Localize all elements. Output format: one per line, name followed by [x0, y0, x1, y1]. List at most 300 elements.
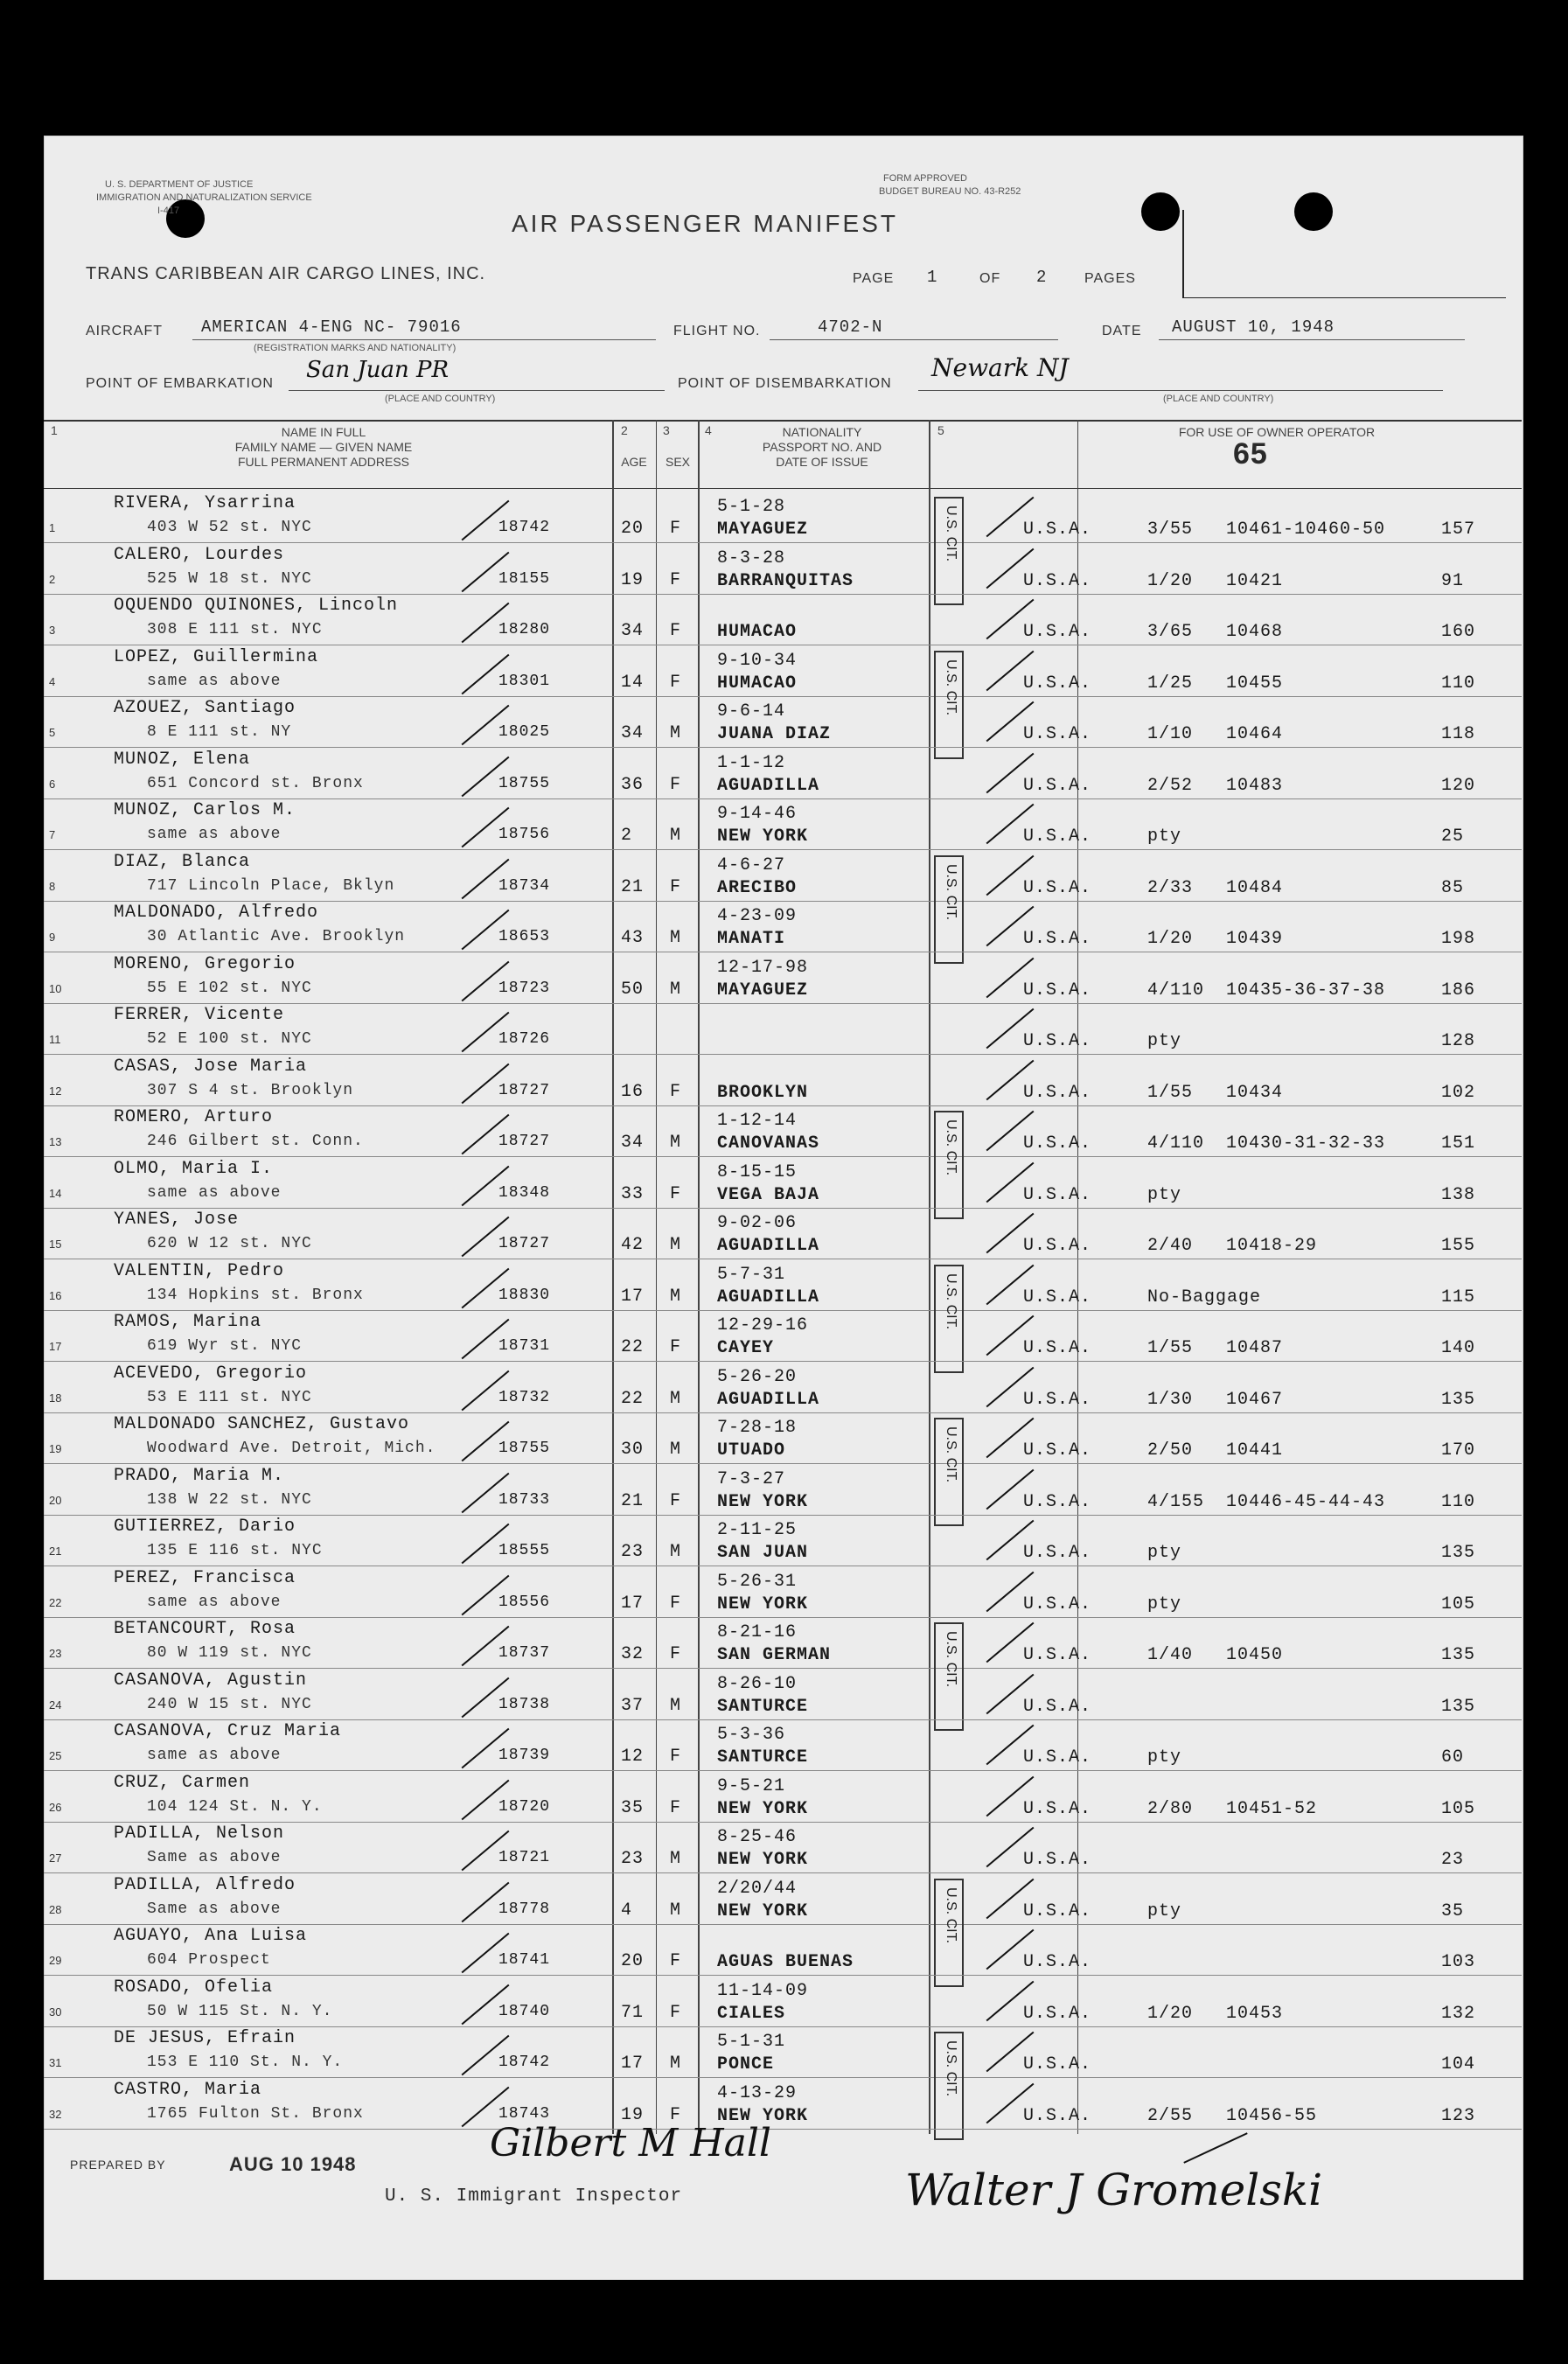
passenger-name: PEREZ, Francisca	[114, 1567, 296, 1588]
weight: 151	[1441, 1133, 1476, 1154]
row-rule	[44, 542, 1522, 543]
passenger-sex: M	[670, 1286, 682, 1307]
birth-place: BROOKLYN	[717, 1082, 809, 1103]
row-rule	[44, 2129, 1522, 2130]
issue-date: 8-26-10	[717, 1673, 798, 1694]
issue-date: 12-29-16	[717, 1315, 809, 1335]
table-row	[44, 750, 1522, 798]
stamp-label: U.S. CIT.	[944, 506, 958, 562]
passenger-name: OLMO, Maria I.	[114, 1158, 274, 1179]
ticket-number: 18723	[498, 979, 551, 997]
passenger-sex: F	[670, 1797, 682, 1818]
row-number: 31	[49, 2056, 62, 2069]
stamp-label: U.S. CIT.	[944, 1426, 958, 1483]
nationality: U.S.A.	[1023, 673, 1092, 694]
baggage: 4/110	[1147, 980, 1205, 1001]
stamp-label: U.S. CIT.	[944, 1273, 958, 1329]
ticket-number: 18727	[498, 1133, 551, 1150]
row-number: 16	[49, 1288, 62, 1302]
nationality: U.S.A.	[1023, 622, 1092, 642]
passenger-address: same as above	[147, 672, 282, 690]
row-rule	[44, 1054, 1522, 1055]
page-title: AIR PASSENGER MANIFEST	[512, 210, 898, 237]
weight: 118	[1441, 724, 1476, 744]
passenger-age: 32	[621, 1644, 645, 1664]
ticket-number: 18280	[498, 621, 551, 638]
birth-place: MANATI	[717, 929, 786, 949]
passenger-address: 717 Lincoln Place, Bklyn	[147, 876, 395, 895]
baggage: 1/30	[1147, 1389, 1194, 1410]
nationality: U.S.A.	[1023, 724, 1092, 744]
baggage-ref: 10487	[1226, 1338, 1284, 1358]
passenger-address: same as above	[147, 1593, 282, 1611]
row-number: 20	[49, 1493, 62, 1507]
of-label: OF	[979, 271, 1001, 286]
weight: 160	[1441, 622, 1476, 642]
table-row	[44, 1466, 1522, 1515]
baggage-ref: 10435-36-37-38	[1226, 980, 1386, 1001]
passenger-name: CASTRO, Maria	[114, 2079, 262, 2100]
row-rule	[44, 1310, 1522, 1311]
embark-sub: (PLACE AND COUNTRY)	[385, 394, 496, 404]
passenger-name: ROSADO, Ofelia	[114, 1977, 274, 1998]
passenger-address: same as above	[147, 1747, 282, 1764]
passenger-sex: M	[670, 979, 682, 1000]
nationality: U.S.A.	[1023, 1850, 1092, 1870]
issue-date: 5-3-36	[717, 1725, 786, 1745]
nationality: U.S.A.	[1023, 1031, 1092, 1051]
baggage: 1/40	[1147, 1645, 1194, 1665]
baggage-ref: 10484	[1226, 877, 1284, 898]
passenger-address: 620 W 12 st. NYC	[147, 1235, 312, 1252]
table-top-rule	[44, 420, 1522, 422]
birth-place: UTUADO	[717, 1440, 786, 1461]
baggage: 3/65	[1147, 622, 1194, 642]
date-line	[1159, 339, 1465, 340]
passenger-sex: M	[670, 1235, 682, 1255]
col6-header: FOR USE OF OWNER OPERATOR	[1178, 425, 1376, 439]
inspector-label: U. S. Immigrant Inspector	[385, 2186, 683, 2207]
passenger-address: Same as above	[147, 1900, 282, 1918]
nationality: U.S.A.	[1023, 1236, 1092, 1256]
nationality: U.S.A.	[1023, 2054, 1092, 2075]
ticket-number: 18727	[498, 1081, 551, 1099]
passenger-address: 80 W 119 st. NYC	[147, 1644, 312, 1662]
baggage: 2/40	[1147, 1236, 1194, 1256]
issue-date: 7-3-27	[717, 1468, 786, 1489]
passenger-age: 4	[621, 1900, 633, 1921]
row-number: 25	[49, 1749, 62, 1762]
row-number: 14	[49, 1186, 62, 1200]
table-row	[44, 1210, 1522, 1259]
stamp-label: U.S. CIT.	[944, 863, 958, 920]
passenger-sex: M	[670, 1542, 682, 1562]
row-number: 23	[49, 1647, 62, 1660]
disembark-line	[918, 390, 1443, 391]
passenger-address: 55 E 102 st. NYC	[147, 979, 312, 997]
col5-num: 5	[937, 423, 944, 437]
table-row	[44, 903, 1522, 952]
passenger-sex: F	[670, 1644, 682, 1664]
passenger-address: 307 S 4 st. Brooklyn	[147, 1081, 354, 1099]
baggage: 1/20	[1147, 929, 1194, 949]
table-row	[44, 1824, 1522, 1872]
passenger-address: 651 Concord st. Bronx	[147, 774, 364, 792]
birth-place: CIALES	[717, 2003, 786, 2024]
passenger-sex: M	[670, 1695, 682, 1716]
ticket-number: 18301	[498, 672, 551, 690]
baggage: 3/55	[1147, 520, 1194, 540]
nationality: U.S.A.	[1023, 877, 1092, 898]
weight: 91	[1441, 570, 1465, 591]
table-row	[44, 545, 1522, 594]
row-rule	[44, 594, 1522, 595]
row-rule	[44, 798, 1522, 799]
passenger-sex: M	[670, 1900, 682, 1921]
passenger-sex: F	[670, 1593, 682, 1614]
birth-place: MAYAGUEZ	[717, 980, 809, 1001]
ticket-number: 18739	[498, 1747, 551, 1764]
passenger-sex: F	[670, 2002, 682, 2023]
issue-date: 5-1-31	[717, 2032, 786, 2052]
disembark-value: Newark NJ	[931, 353, 1069, 382]
prepared-date: AUG 10 1948	[229, 2153, 357, 2175]
ticket-number: 18731	[498, 1337, 551, 1355]
baggage-ref: 10446-45-44-43	[1226, 1491, 1386, 1512]
baggage: 1/20	[1147, 2003, 1194, 2024]
birth-place: AGUADILLA	[717, 775, 820, 796]
agency-line: U. S. DEPARTMENT OF JUSTICE	[105, 179, 254, 190]
flight-label: FLIGHT NO.	[673, 324, 761, 338]
birth-place: AGUAS BUENAS	[717, 1952, 854, 1972]
passenger-name: CALERO, Lourdes	[114, 544, 285, 565]
passenger-sex: M	[670, 826, 682, 846]
passenger-address: 104 124 St. N. Y.	[147, 1797, 323, 1816]
row-number: 32	[49, 2107, 62, 2121]
passenger-age: 35	[621, 1797, 645, 1818]
passenger-sex: M	[670, 1388, 682, 1409]
row-number: 18	[49, 1391, 62, 1405]
issue-date: 1-1-12	[717, 752, 786, 773]
passenger-name: RIVERA, Ysarrina	[114, 493, 296, 513]
passenger-name: MORENO, Gregorio	[114, 953, 296, 974]
baggage-ref: 10450	[1226, 1645, 1284, 1665]
nationality: U.S.A.	[1023, 520, 1092, 540]
passenger-address: 240 W 15 st. NYC	[147, 1695, 312, 1713]
baggage: 2/33	[1147, 877, 1194, 898]
issue-date: 8-3-28	[717, 547, 786, 568]
birth-place: MAYAGUEZ	[717, 520, 809, 540]
baggage-ref: 10483	[1226, 775, 1284, 796]
birth-place: NEW YORK	[717, 2105, 809, 2126]
passenger-address: 525 W 18 st. NYC	[147, 569, 312, 588]
row-number: 4	[49, 674, 56, 688]
issue-date: 9-5-21	[717, 1775, 786, 1796]
ticket-number: 18741	[498, 1951, 551, 1969]
row-rule	[44, 1822, 1522, 1823]
passenger-name: PRADO, Maria M.	[114, 1465, 285, 1486]
passenger-age: 21	[621, 1490, 645, 1511]
row-rule	[44, 1463, 1522, 1464]
issue-date: 11-14-09	[717, 1980, 809, 2001]
passenger-name: CRUZ, Carmen	[114, 1772, 251, 1793]
passenger-sex: F	[670, 1081, 682, 1102]
issue-date: 5-26-20	[717, 1366, 798, 1387]
birth-place: CANOVANAS	[717, 1133, 820, 1154]
row-rule	[44, 901, 1522, 902]
passenger-age: 22	[621, 1337, 645, 1357]
passenger-age: 50	[621, 979, 645, 1000]
passenger-age: 12	[621, 1747, 645, 1767]
passenger-sex: M	[670, 2054, 682, 2074]
ticket-number: 18743	[498, 2104, 551, 2123]
row-rule	[44, 2026, 1522, 2027]
passenger-sex: F	[670, 1951, 682, 1971]
passenger-age: 21	[621, 876, 645, 897]
weight: 105	[1441, 1798, 1476, 1819]
weight: 135	[1441, 1543, 1476, 1563]
weight: 135	[1441, 1389, 1476, 1410]
embark-line	[289, 390, 665, 391]
issue-date: 2/20/44	[717, 1878, 798, 1899]
passenger-age: 23	[621, 1849, 645, 1869]
passenger-name: DE JESUS, Efrain	[114, 2028, 296, 2048]
passenger-address: Same as above	[147, 1849, 282, 1866]
passenger-name: MUNOZ, Carlos M.	[114, 800, 296, 820]
birth-place: NEW YORK	[717, 1798, 809, 1819]
row-number: 12	[49, 1084, 62, 1098]
baggage-ref: 10418-29	[1226, 1236, 1318, 1256]
birth-place: NEW YORK	[717, 1491, 809, 1512]
passenger-name: MUNOZ, Elena	[114, 749, 251, 770]
weight: 25	[1441, 826, 1465, 847]
baggage-ref: 10441	[1226, 1440, 1284, 1461]
nationality: U.S.A.	[1023, 1287, 1092, 1308]
stamp-label: U.S. CIT.	[944, 1119, 958, 1176]
passenger-name: VALENTIN, Pedro	[114, 1260, 285, 1281]
baggage: 2/50	[1147, 1440, 1194, 1461]
row-rule	[44, 696, 1522, 697]
baggage-ref: 10434	[1226, 1082, 1284, 1103]
weight: 198	[1441, 929, 1476, 949]
inspector-signature: Gilbert M Hall	[490, 2121, 771, 2165]
flight-line	[770, 339, 1058, 340]
punch-hole	[1141, 192, 1180, 231]
weight: 128	[1441, 1031, 1476, 1051]
nationality: U.S.A.	[1023, 826, 1092, 847]
issue-date: 5-26-31	[717, 1571, 798, 1592]
birth-place: AGUADILLA	[717, 1287, 820, 1308]
ticket-number: 18155	[498, 569, 551, 588]
table-row	[44, 596, 1522, 645]
passenger-age: 17	[621, 1286, 645, 1307]
baggage: pty	[1147, 826, 1182, 847]
ticket-number: 18348	[498, 1183, 551, 1202]
owner-box-edge	[1182, 210, 1184, 297]
row-number: 22	[49, 1595, 62, 1609]
weight: 110	[1441, 673, 1476, 694]
issue-date: 8-21-16	[717, 1622, 798, 1642]
agency-line: IMMIGRATION AND NATURALIZATION SERVICE	[96, 192, 312, 203]
table-row	[44, 1568, 1522, 1617]
row-rule	[44, 1924, 1522, 1925]
passenger-address: 50 W 115 St. N. Y.	[147, 2002, 333, 2020]
ticket-number: 18721	[498, 1849, 551, 1866]
passenger-age: 36	[621, 774, 645, 795]
baggage-ref: 10451-52	[1226, 1798, 1318, 1819]
birth-place: ARECIBO	[717, 877, 798, 898]
passenger-name: LOPEZ, Guillermina	[114, 646, 319, 667]
issue-date: 8-15-15	[717, 1161, 798, 1182]
row-rule	[44, 1208, 1522, 1209]
birth-place: NEW YORK	[717, 1900, 809, 1921]
baggage: 1/25	[1147, 673, 1194, 694]
issue-date: 8-25-46	[717, 1827, 798, 1847]
nationality: U.S.A.	[1023, 1338, 1092, 1358]
birth-place: AGUADILLA	[717, 1389, 820, 1410]
ticket-number: 18738	[498, 1695, 551, 1713]
row-number: 26	[49, 1800, 62, 1814]
col4-num: 4	[705, 423, 712, 437]
passenger-address: 1765 Fulton St. Bronx	[147, 2104, 364, 2123]
ticket-number: 18733	[498, 1490, 551, 1509]
table-row	[44, 1670, 1522, 1719]
ticket-number: 18742	[498, 519, 551, 536]
page-label: PAGE	[853, 271, 895, 286]
row-number: 19	[49, 1442, 62, 1455]
passenger-sex: F	[670, 1183, 682, 1204]
issue-date: 2-11-25	[717, 1520, 798, 1540]
ticket-number: 18742	[498, 2054, 551, 2071]
row-rule	[44, 1668, 1522, 1669]
ticket-number: 18732	[498, 1388, 551, 1406]
row-number: 7	[49, 828, 56, 841]
baggage: pty	[1147, 1900, 1182, 1921]
table-row	[44, 2080, 1522, 2129]
birth-place: PONCE	[717, 2054, 775, 2075]
passenger-address: 604 Prospect	[147, 1951, 271, 1969]
weight: 135	[1441, 1645, 1476, 1665]
issue-date: 9-10-34	[717, 650, 798, 671]
page-number: 1	[927, 268, 938, 287]
row-number: 11	[49, 1033, 61, 1046]
baggage-ref: 10468	[1226, 622, 1284, 642]
passenger-age: 14	[621, 672, 645, 693]
passenger-address: same as above	[147, 826, 282, 843]
baggage: 1/55	[1147, 1082, 1194, 1103]
row-number: 15	[49, 1238, 62, 1251]
passenger-name: PADILLA, Nelson	[114, 1824, 285, 1844]
ticket-number: 18727	[498, 1235, 551, 1252]
nationality: U.S.A.	[1023, 1440, 1092, 1461]
passenger-address: 52 E 100 st. NYC	[147, 1030, 312, 1048]
passenger-age: 2	[621, 826, 633, 846]
row-rule	[44, 1105, 1522, 1106]
weight: 110	[1441, 1491, 1476, 1512]
row-number: 17	[49, 1340, 62, 1353]
nationality: U.S.A.	[1023, 570, 1092, 591]
baggage: pty	[1147, 1747, 1182, 1768]
weight: 102	[1441, 1082, 1476, 1103]
baggage-ref: 10464	[1226, 724, 1284, 744]
col3-num: 3	[663, 423, 670, 437]
baggage: 4/155	[1147, 1491, 1205, 1512]
passenger-address: 53 E 111 st. NYC	[147, 1388, 312, 1406]
passenger-sex: M	[670, 1849, 682, 1869]
table-row	[44, 698, 1522, 747]
row-number: 8	[49, 879, 56, 893]
passenger-age: 34	[621, 621, 645, 641]
carrier-name: TRANS CARIBBEAN AIR CARGO LINES, INC.	[86, 264, 486, 283]
passenger-age: 22	[621, 1388, 645, 1409]
weight: 170	[1441, 1440, 1476, 1461]
passenger-name: YANES, Jose	[114, 1210, 240, 1230]
table-row	[44, 1977, 1522, 2026]
row-number: 6	[49, 777, 56, 791]
row-rule	[44, 849, 1522, 850]
nationality: U.S.A.	[1023, 1389, 1092, 1410]
weight: 104	[1441, 2054, 1476, 2075]
weight: 115	[1441, 1287, 1476, 1308]
stamp-label: U.S. CIT.	[944, 1631, 958, 1688]
nationality: U.S.A.	[1023, 1798, 1092, 1819]
stamp-label: U.S. CIT.	[944, 1886, 958, 1943]
passenger-sex: F	[670, 519, 682, 539]
passenger-sex: F	[670, 876, 682, 897]
passenger-age: 30	[621, 1440, 645, 1460]
baggage: 4/110	[1147, 1133, 1205, 1154]
baggage: pty	[1147, 1593, 1182, 1614]
birth-place: SANTURCE	[717, 1696, 809, 1717]
issue-date: 9-14-46	[717, 804, 798, 824]
birth-place: JUANA DIAZ	[717, 724, 832, 744]
passenger-sex: M	[670, 1440, 682, 1460]
birth-place: SAN GERMAN	[717, 1645, 832, 1665]
passenger-age: 33	[621, 1183, 645, 1204]
row-number: 2	[49, 572, 56, 586]
baggage: pty	[1147, 1543, 1182, 1563]
passenger-name: BETANCOURT, Rosa	[114, 1619, 296, 1639]
weight: 155	[1441, 1236, 1476, 1256]
table-row	[44, 1056, 1522, 1105]
passenger-age: 19	[621, 2104, 645, 2125]
issue-date: 9-02-06	[717, 1213, 798, 1233]
passenger-name: FERRER, Vicente	[114, 1005, 285, 1025]
passenger-age: 19	[621, 569, 645, 590]
disembark-sub: (PLACE AND COUNTRY)	[1163, 394, 1274, 404]
row-rule	[44, 1412, 1522, 1413]
birth-place: VEGA BAJA	[717, 1184, 820, 1205]
row-number: 24	[49, 1698, 62, 1712]
nationality: U.S.A.	[1023, 1491, 1092, 1512]
row-rule	[44, 1003, 1522, 1004]
ticket-number: 18555	[498, 1542, 551, 1559]
prepared-by-label: PREPARED BY	[70, 2158, 166, 2172]
table-row	[44, 1159, 1522, 1208]
passenger-sex: F	[670, 1337, 682, 1357]
col1-header: NAME IN FULL FAMILY NAME — GIVEN NAME FULL PERMANENT ADDRESS	[234, 425, 413, 469]
row-rule	[44, 2077, 1522, 2078]
issue-date: 5-1-28	[717, 497, 786, 517]
passenger-age: 34	[621, 723, 645, 743]
nationality: U.S.A.	[1023, 1900, 1092, 1921]
passenger-age: 37	[621, 1695, 645, 1716]
passenger-name: MALDONADO SANCHEZ, Gustavo	[114, 1414, 410, 1434]
passenger-age: 16	[621, 1081, 645, 1102]
passenger-sex: F	[670, 2104, 682, 2125]
passenger-address: 138 W 22 st. NYC	[147, 1490, 312, 1509]
ticket-number: 18740	[498, 2002, 551, 2020]
